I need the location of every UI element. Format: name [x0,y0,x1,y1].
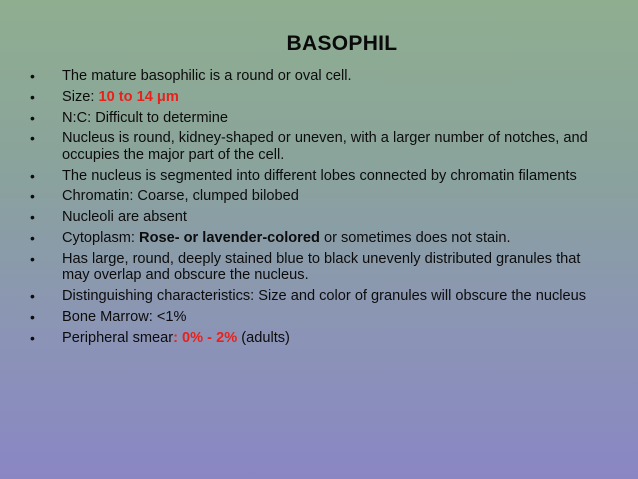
bullet-dot: • [30,288,35,305]
bullet-dot: • [30,188,35,205]
bullet-item: • Has large, round, deeply stained blue to black unevenly distributed granules that may overlap and obscure the nucleus. [30,250,581,284]
bullet-dot: • [30,250,35,267]
bullet-dot: • [30,88,35,105]
bullet-dot: • [30,230,35,247]
bullet-item: • N:C: Difficult to determine [30,109,228,126]
bullet-dot: • [30,109,35,126]
bullet-dot: • [30,68,35,84]
bullet-item: • Distinguishing characteristics: Size and color of granules will obscure the nucleus [30,288,587,305]
bullet-item: • Nucleus is round, kidney-shaped or uneven, with a larger number of notches, and occupies the major part of the cell. [30,130,588,163]
bullet-dot: • [30,209,35,226]
bullet-item: • Bone Marrow: <1% [30,308,187,325]
bullet-item: • Cytoplasm: Rose- or lavender-colored or sometimes does not stain. [30,230,511,247]
bullet-item: • The nucleus is segmented into different lobes connected by chromatin filaments [30,167,577,184]
bullet-item: • Chromatin: Coarse, clumped bilobed [30,188,299,205]
bullet-dot: • [30,130,35,147]
bullet-dot: • [30,167,35,184]
bullet-item: • Nucleoli are absent [30,209,187,226]
peripheral-smear-value: : 0% - 2% [173,329,238,346]
size-value: 10 to 14 μm [98,88,179,105]
bullet-dot: • [30,308,35,325]
bullet-item: • Peripheral smear: 0% - 2% (adults) [30,329,290,346]
bullet-item: • The mature basophilic is a round or oval cell. [30,68,352,84]
bullet-dot: • [30,329,35,346]
slide-title: BASOPHIL [286,32,398,55]
bullet-list [26,68,606,351]
bullet-item: • Size: 10 to 14 μm [30,88,179,105]
cytoplasm-color: Rose- or lavender-colored [139,230,320,247]
